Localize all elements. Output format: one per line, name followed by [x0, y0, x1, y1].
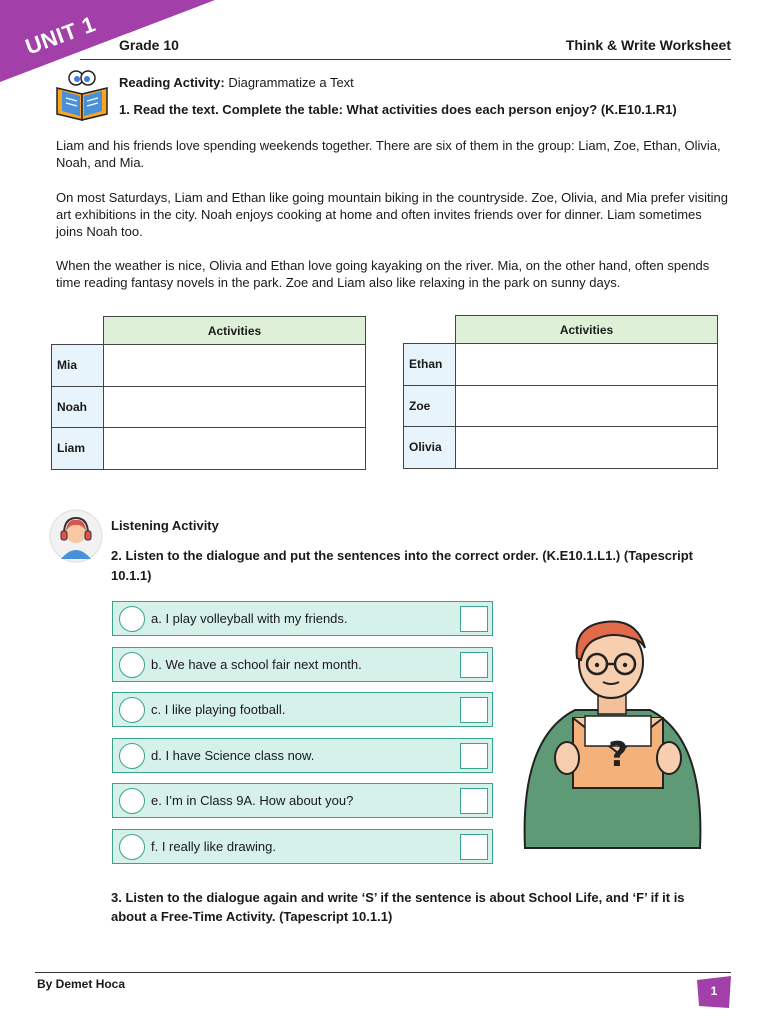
sentence-text: f. I really like drawing.	[151, 839, 276, 854]
question-2: 2. Listen to the dialogue and put the sentences into the correct order. (K.E10.1.L1.) (Tapescript 10.1.1)	[111, 548, 693, 583]
activities-header: Activities	[456, 316, 718, 344]
order-circle[interactable]	[119, 697, 145, 723]
grade-label: Grade 10	[119, 37, 179, 53]
name-cell-noah: Noah	[52, 386, 104, 428]
sentence-text: c. I like playing football.	[151, 702, 286, 717]
answer-cell-ethan[interactable]	[456, 344, 718, 386]
answer-box[interactable]	[460, 743, 488, 769]
page-number: 1	[710, 984, 718, 998]
answer-cell-olivia[interactable]	[456, 427, 718, 469]
man-with-question-envelope-illustration	[515, 618, 710, 858]
name-cell-mia: Mia	[52, 345, 104, 387]
answer-box[interactable]	[460, 834, 488, 860]
reading-activity-label	[119, 75, 354, 90]
answer-cell-liam[interactable]	[104, 428, 366, 470]
reading-label-rest: Diagrammatize a Text	[224, 75, 354, 90]
worksheet-title: Think & Write Worksheet	[565, 37, 731, 53]
answer-box[interactable]	[460, 788, 488, 814]
sentence-text: e. I’m in Class 9A. How about you?	[151, 793, 354, 808]
sentence-text: a. I play volleyball with my friends.	[151, 611, 348, 626]
question-1: 1. Read the text. Complete the table: What activities does each person enjoy? (K.E10.1.R1)	[119, 102, 677, 117]
order-circle[interactable]	[119, 834, 145, 860]
header-divider	[80, 59, 731, 60]
sentence-row-a	[112, 601, 493, 636]
name-cell-liam: Liam	[52, 428, 104, 470]
order-circle[interactable]	[119, 743, 145, 769]
paragraph-1: Liam and his friends love spending weekends together. There are six of them in the group: Liam, Zoe, Ethan, Olivia, Noah, and Mia.	[56, 138, 721, 170]
svg-text:?: ?	[608, 735, 628, 775]
activities-table-left	[51, 316, 366, 470]
answer-cell-noah[interactable]	[104, 386, 366, 428]
order-circle[interactable]	[119, 652, 145, 678]
answer-box[interactable]	[460, 652, 488, 678]
name-cell-zoe: Zoe	[404, 385, 456, 427]
sentence-row-e	[112, 783, 493, 818]
activities-header: Activities	[104, 317, 366, 345]
activities-table-right	[403, 315, 718, 469]
answer-box[interactable]	[460, 606, 488, 632]
answer-cell-mia[interactable]	[104, 345, 366, 387]
order-circle[interactable]	[119, 606, 145, 632]
sentence-row-b	[112, 647, 493, 682]
sentence-text: b. We have a school fair next month.	[151, 657, 362, 672]
sentence-text: d. I have Science class now.	[151, 748, 315, 763]
answer-cell-zoe[interactable]	[456, 385, 718, 427]
name-cell-olivia: Olivia	[404, 427, 456, 469]
reading-label-bold: Reading Activity:	[119, 75, 225, 90]
question-3: 3. Listen to the dialogue again and write ‘S’ if the sentence is about School Life, and ‘F’ if it is about a Free-Time Activity. (Tapescript 10.1.1)	[111, 890, 685, 924]
listening-activity-label: Listening Activity	[111, 518, 219, 533]
headphones-person-icon	[49, 509, 103, 563]
sentence-row-d	[112, 738, 493, 773]
answer-box[interactable]	[460, 697, 488, 723]
footer-divider	[35, 972, 731, 973]
sentence-row-f	[112, 829, 493, 864]
sentence-row-c	[112, 692, 493, 727]
book-reader-icon	[54, 70, 110, 122]
order-circle[interactable]	[119, 788, 145, 814]
author-label: By Demet Hoca	[37, 977, 126, 991]
paragraph-2: On most Saturdays, Liam and Ethan like going mountain biking in the countryside. Zoe, Olivia, and Mia prefer visiting art exhibitions in the city. Noah enjoys cooking at home and often invites friends over for dinner. Liam sometimes joins Noah too.	[56, 190, 729, 239]
name-cell-ethan: Ethan	[404, 344, 456, 386]
paragraph-3: When the weather is nice, Olivia and Ethan love going kayaking on the river. Mia, on the other hand, often spends time reading fantasy novels in the park. Zoe and Liam also like relaxing in the park on sunny days.	[56, 258, 710, 290]
unit-label: UNIT 1	[22, 11, 99, 60]
